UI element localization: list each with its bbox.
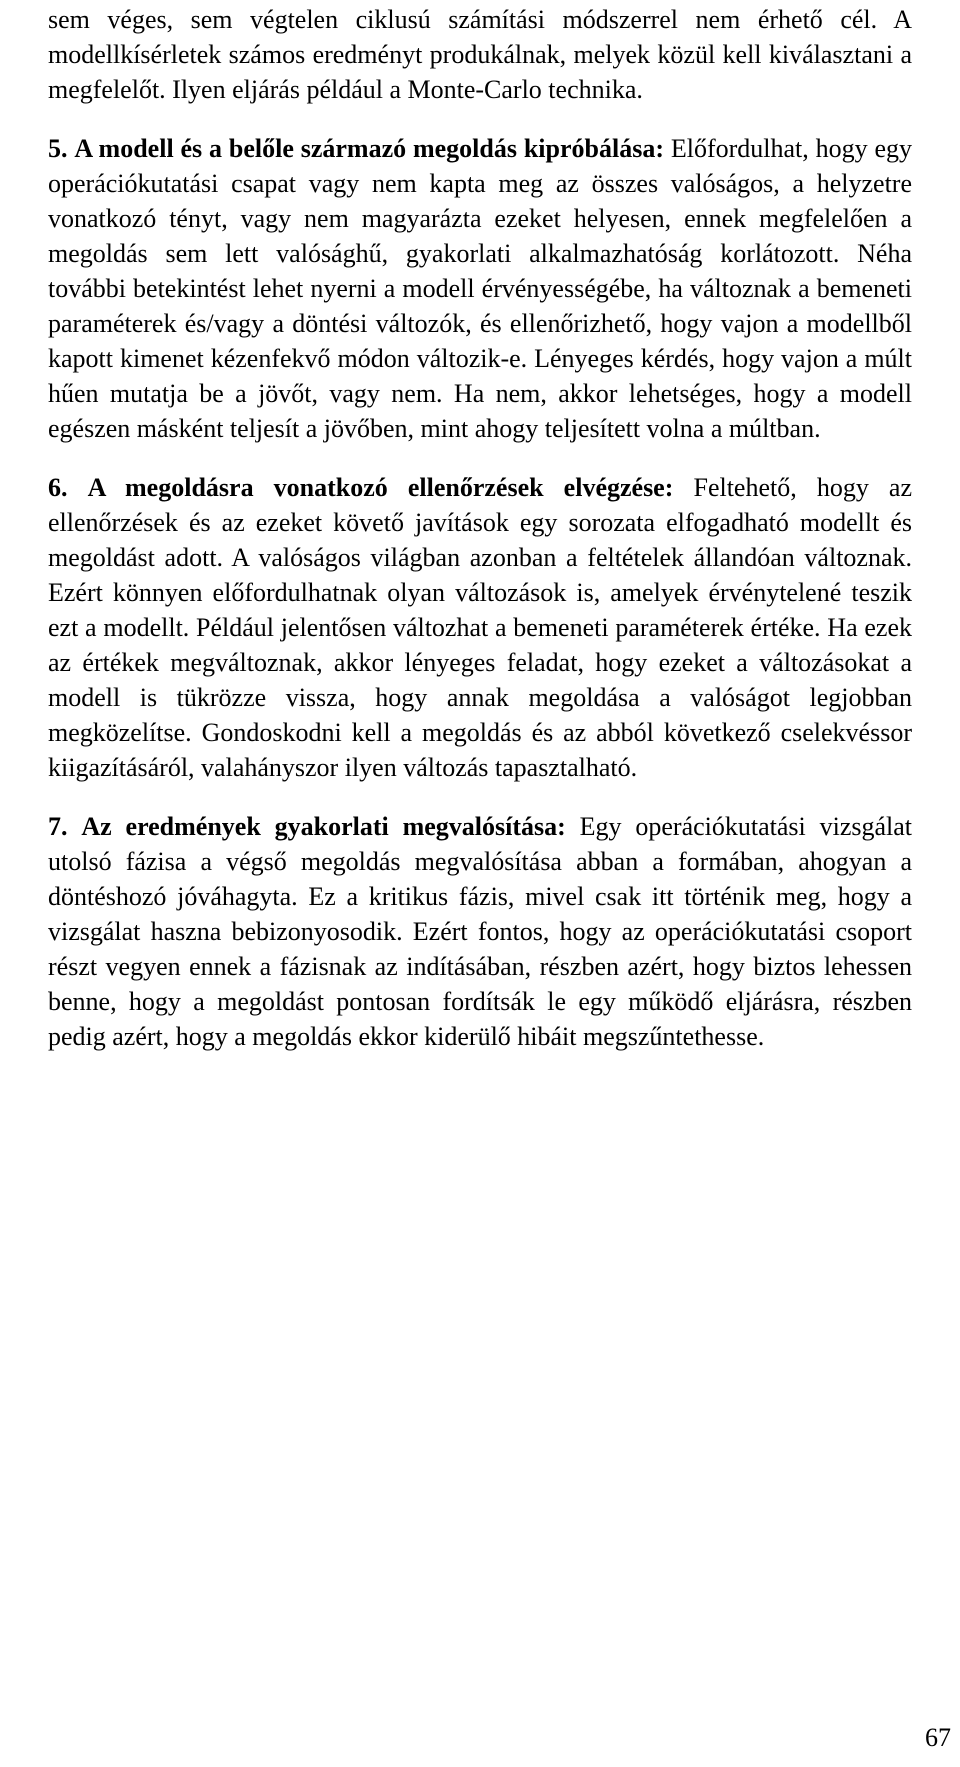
item-text: Feltehető, hogy az ellenőrzések és az ezeket követő javítások egy sorozata elfogadható modellt és megoldást adott. A valóságos világban azonban a feltételek állandóan változnak. Ezért könnyen előfordulhatnak olyan változások is, amelyek érvénytelené teszik ezt a modellt. Például jelentősen változhat a bemeneti paraméterek értéke. Ha ezek az értékek megváltoznak, akkor lényeges feladat, hogy ezeket a változásokat a modell is tükrözze vissza, hogy annak megoldása a valóságot legjobban megközelítse. Gondoskodni kell a megoldás és az abból következő cselekvéssor kiigazításáról, valahányszor ilyen változás tapasztalható. bbox=[48, 473, 912, 782]
page-body bbox=[48, 0, 912, 1054]
list-item-7 bbox=[48, 809, 912, 1054]
item-heading: A modell és a belőle származó megoldás kipróbálása: bbox=[74, 134, 664, 163]
item-text: Egy operációkutatási vizsgálat utolsó fázisa a végső megoldás megvalósítása abban a formában, ahogyan a döntéshozó jóváhagyta. Ez a kritikus fázis, mivel csak itt történik meg, hogy a vizsgálat haszna bebizonyosodik. Ezért fontos, hogy az operációkutatási csoport részt vegyen ennek a fázisnak az indításában, részben azért, hogy biztos lehessen benne, hogy a megoldást pontosan fordítsák le egy működő eljárásra, részben pedig azért, hogy a megoldás ekkor kiderülő hibáit megszűntethesse. bbox=[48, 812, 913, 1051]
item-text: Előfordulhat, hogy egy operációkutatási csapat vagy nem kapta meg az összes valóságos, a helyzetre vonatkozó tényt, vagy nem magyarázta ezeket helyesen, ennek megfelelően a megoldás sem lett valósághű, gyakorlati alkalmazhatóság korlátozott. Néha további betekintést lehet nyerni a modell érvényességébe, ha változnak a bemeneti paraméterek és/vagy a döntési változók, és ellenőrizhető, hogy vajon a modellből kapott kimenet kézenfekvő módon változik-e. Lényeges kérdés, hogy vajon a múlt hűen mutatja be a jövőt, vagy nem. Ha nem, akkor lehetséges, hogy a modell egészen másként teljesít a jövőben, mint ahogy teljesített volna a múltban. bbox=[48, 134, 913, 443]
item-number: 6. bbox=[48, 473, 68, 502]
item-number: 5. bbox=[48, 134, 68, 163]
list-item-6 bbox=[48, 470, 912, 785]
page-number: 67 bbox=[925, 1723, 951, 1752]
list-item-5 bbox=[48, 131, 912, 446]
item-heading: A megoldásra vonatkozó ellenőrzések elvégzése: bbox=[87, 473, 674, 502]
item-heading: Az eredmények gyakorlati megvalósítása: bbox=[81, 812, 566, 841]
intro-paragraph: sem véges, sem végtelen ciklusú számítási módszerrel nem érhető cél. A modellkísérletek számos eredményt produkálnak, melyek közül kell kiválasztani a megfelelőt. Ilyen eljárás például a Monte-Carlo technika. bbox=[48, 5, 912, 104]
item-number: 7. bbox=[48, 812, 68, 841]
